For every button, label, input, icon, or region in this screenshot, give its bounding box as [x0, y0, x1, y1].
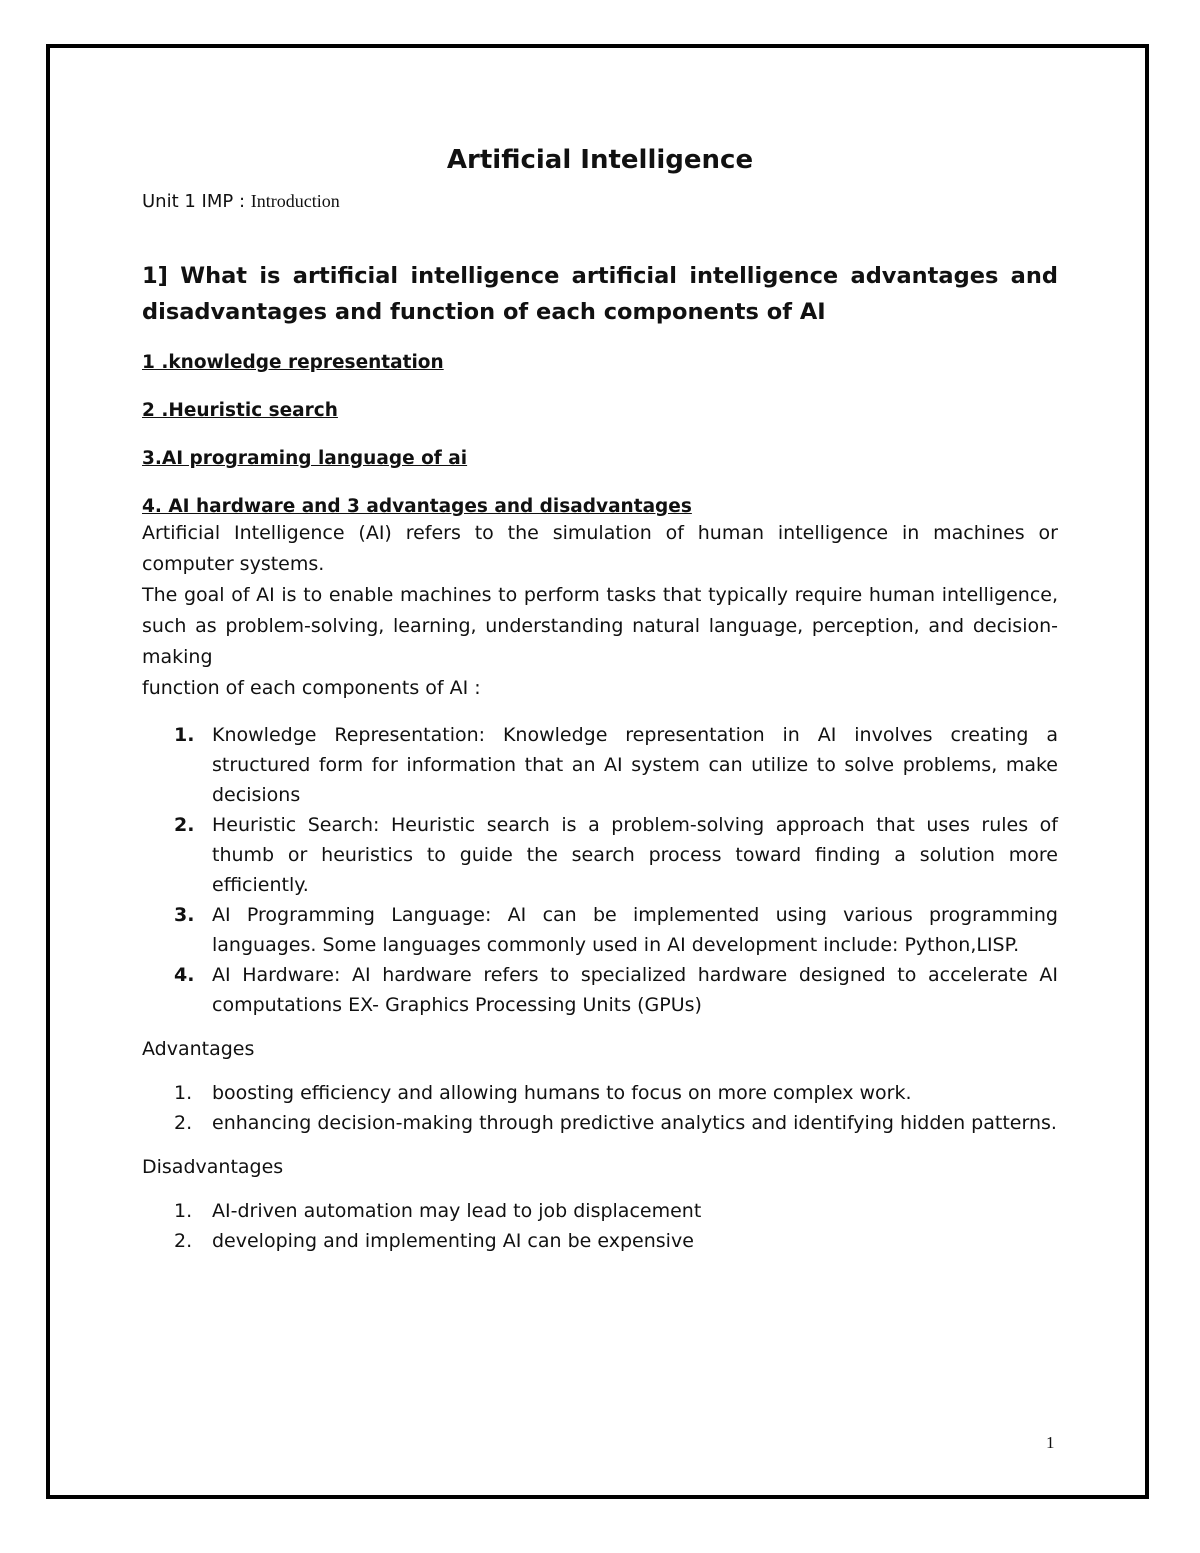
list-item — [142, 1196, 1058, 1226]
list-number: 2. — [174, 1230, 193, 1252]
topic-heuristic-search: 2 .Heuristic search — [142, 400, 338, 421]
list-item — [142, 810, 1058, 900]
list-text: Heuristic Search: Heuristic search is a problem-solving approach that uses rules of thumb or heuristics to guide the search process toward finding a solution more efficiently. — [212, 814, 1058, 896]
unit-prefix: Unit 1 IMP : — [142, 191, 251, 212]
list-item — [142, 1226, 1058, 1256]
list-text: enhancing decision-making through predictive analytics and identifying hidden patterns. — [212, 1112, 1057, 1134]
components-heading: function of each components of AI : — [142, 677, 481, 699]
list-text: developing and implementing AI can be expensive — [212, 1230, 694, 1252]
list-number: 3. — [174, 904, 195, 926]
topic-knowledge-representation: 1 .knowledge representation — [142, 352, 444, 373]
advantages-list — [142, 1078, 1058, 1138]
list-item — [142, 1108, 1058, 1138]
disadvantages-heading: Disadvantages — [142, 1156, 284, 1178]
topic-ai-hardware: 4. AI hardware and 3 advantages and disadvantages — [142, 496, 692, 517]
list-number: 1. — [174, 724, 195, 746]
list-text: AI-driven automation may lead to job displacement — [212, 1200, 702, 1222]
list-number: 1. — [174, 1200, 193, 1222]
list-text: boosting efficiency and allowing humans to focus on more complex work. — [212, 1082, 912, 1104]
list-number: 2. — [174, 814, 195, 836]
page-number: 1 — [1046, 1433, 1055, 1452]
paragraph-definition: Artificial Intelligence (AI) refers to the simulation of human intelligence in machines or computer systems. — [142, 522, 1058, 575]
paragraph-goal: The goal of AI is to enable machines to perform tasks that typically require human intelligence, such as problem-solving, learning, understanding natural language, perception, and decision-making — [142, 584, 1058, 668]
list-number: 4. — [174, 964, 195, 986]
document-title: Artificial Intelligence — [446, 145, 754, 175]
list-item — [142, 960, 1058, 1020]
document-body — [142, 140, 1058, 1256]
list-text: Knowledge Representation: Knowledge representation in AI involves creating a structured form for information that an AI system can utilize to solve problems, make decisions — [212, 724, 1058, 806]
list-item — [142, 720, 1058, 810]
list-item — [142, 900, 1058, 960]
list-item — [142, 1078, 1058, 1108]
disadvantages-list — [142, 1196, 1058, 1256]
list-number: 1. — [174, 1082, 193, 1104]
question-heading: 1] What is artificial intelligence artificial intelligence advantages and disadvantages and function of each components of AI — [142, 263, 1058, 325]
list-text: AI Hardware: AI hardware refers to specialized hardware designed to accelerate AI computations EX- Graphics Processing Units (GPUs) — [212, 964, 1058, 1016]
advantages-heading: Advantages — [142, 1038, 255, 1060]
list-text: AI Programming Language: AI can be implemented using various programming languages. Some languages commonly used in AI development include: Python,LISP. — [212, 904, 1058, 956]
unit-line — [142, 191, 1058, 212]
list-number: 2. — [174, 1112, 193, 1134]
components-list — [142, 720, 1058, 1020]
topic-ai-programming-language: 3.AI programing language of ai — [142, 448, 468, 469]
unit-topic: Introduction — [250, 191, 340, 211]
